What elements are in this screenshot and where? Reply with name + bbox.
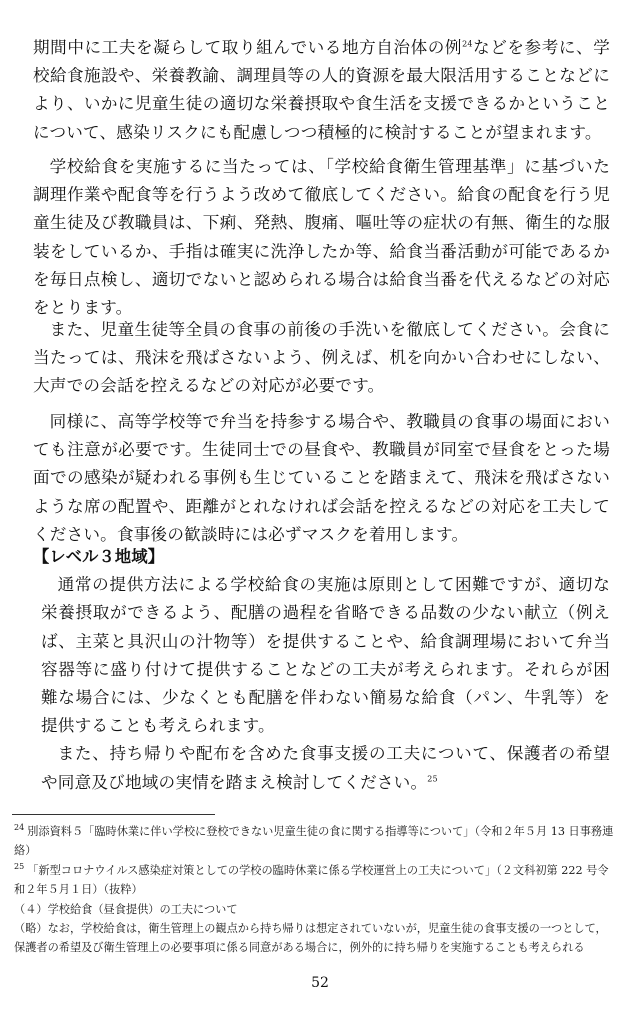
level3-body xyxy=(33,571,610,797)
main-text-upper xyxy=(33,34,610,147)
paragraph-4: 同様に、高等学校等で弁当を持参する場合や、教職員の食事の場面においても注意が必要です。生徒同士での昼食や、教職員が同室で昼食をとった場面での感染が疑われる事例も生じていることを踏まえて、飛沫を飛ばさないような席の配置や、距離がとれなければ会話を控えるなどの対応を工夫してください。食事後の歓談時には必ずマスクを着用します。 xyxy=(33,412,610,544)
paragraph-5: 通常の提供方法による学校給食の実施は原則として困難ですが、適切な栄養摂取ができるよう、配膳の過程を省略できる品数の少ない献立（例えば、主菜と具沢山の汁物等）を提供することや、給食調理場において弁当容器等に盛り付けて提供することなどの工夫が考えられます。それらが困難な場合には、少なくとも配膳を伴わない簡易な給食（パン、牛乳等）を提供することも考えられます。 xyxy=(41,575,610,736)
main-text-p3 xyxy=(33,316,610,401)
footnote-ref-24[interactable]: 24 xyxy=(462,39,473,49)
paragraph-2: 学校給食を実施するに当たっては、「学校給食衛生管理基準」に基づいた調理作業や配食等を行うよう改めて徹底してください。給食の配食を行う児童生徒及び教職員は、下痢、発熱、腹痛、嘔吐等の症状の有無、衛生的な服装をしているか、手指は確実に洗浄したか等、給食当番活動が可能であるかを毎日点検し、適切でないと認められる場合は給食当番を代えるなどの対応をとります。 xyxy=(33,157,610,318)
footnote-divider xyxy=(12,814,215,815)
main-text-p2 xyxy=(33,153,610,322)
paragraph-6: また、持ち帰りや配布を含めた食事支援の工夫について、保護者の希望や同意及び地域の実情を踏まえ検討してください。$^{25}$ xyxy=(41,744,610,792)
footnote-25: $^{25}$ 「新型コロナウイルス感染症対策としての学校の臨時休業に係る学校運営上の工夫について」（２文科初第 222 号令和２年５月１日）（抜粋） xyxy=(14,862,609,897)
main-text-p4 xyxy=(33,408,610,549)
footnotes xyxy=(14,822,614,958)
footnote-extra-body: （略）なお，学校給食は，衛生管理上の観点から持ち帰りは想定されていないが，児童生徒の食事支援の一つとして，保護者の希望及び衛生管理上の必要事項に係る同意がある場合に，例外的に持ち帰りを実施することも考えられる xyxy=(14,922,607,955)
paragraph-1: 期間中に工夫を凝らして取り組んでいる地方自治体の例$^{24}$などを参考に、学校給食施設や、栄養教諭、調理員等の人的資源を最大限活用することなどにより、いかに児童生徒の適切な栄養摂取や食生活を支援できるかということについて、感染リスクにも配慮しつつ積極的に検討することが望まれます。 xyxy=(33,38,610,142)
footnote-ref-25[interactable]: 25 xyxy=(427,774,438,784)
page-number: 52 xyxy=(311,975,329,991)
paragraph-3: また、児童生徒等全員の食事の前後の手洗いを徹底してください。会食に当たっては、飛沫を飛ばさないよう、例えば、机を向かい合わせにしない、大声での会話を控えるなどの対応が必要です。 xyxy=(33,320,610,396)
section-heading: 【レベル３地域】 xyxy=(33,547,165,566)
level3-section xyxy=(33,543,610,797)
footnote-extra-heading: （４）学校給食（昼食提供）の工夫について xyxy=(14,902,238,916)
footnote-24: $^{24}$ 別添資料５「臨時休業に伴い学校に登校できない児童生徒の食に関する指導等について」（令和２年５月 13 日事務連絡） xyxy=(14,823,614,858)
